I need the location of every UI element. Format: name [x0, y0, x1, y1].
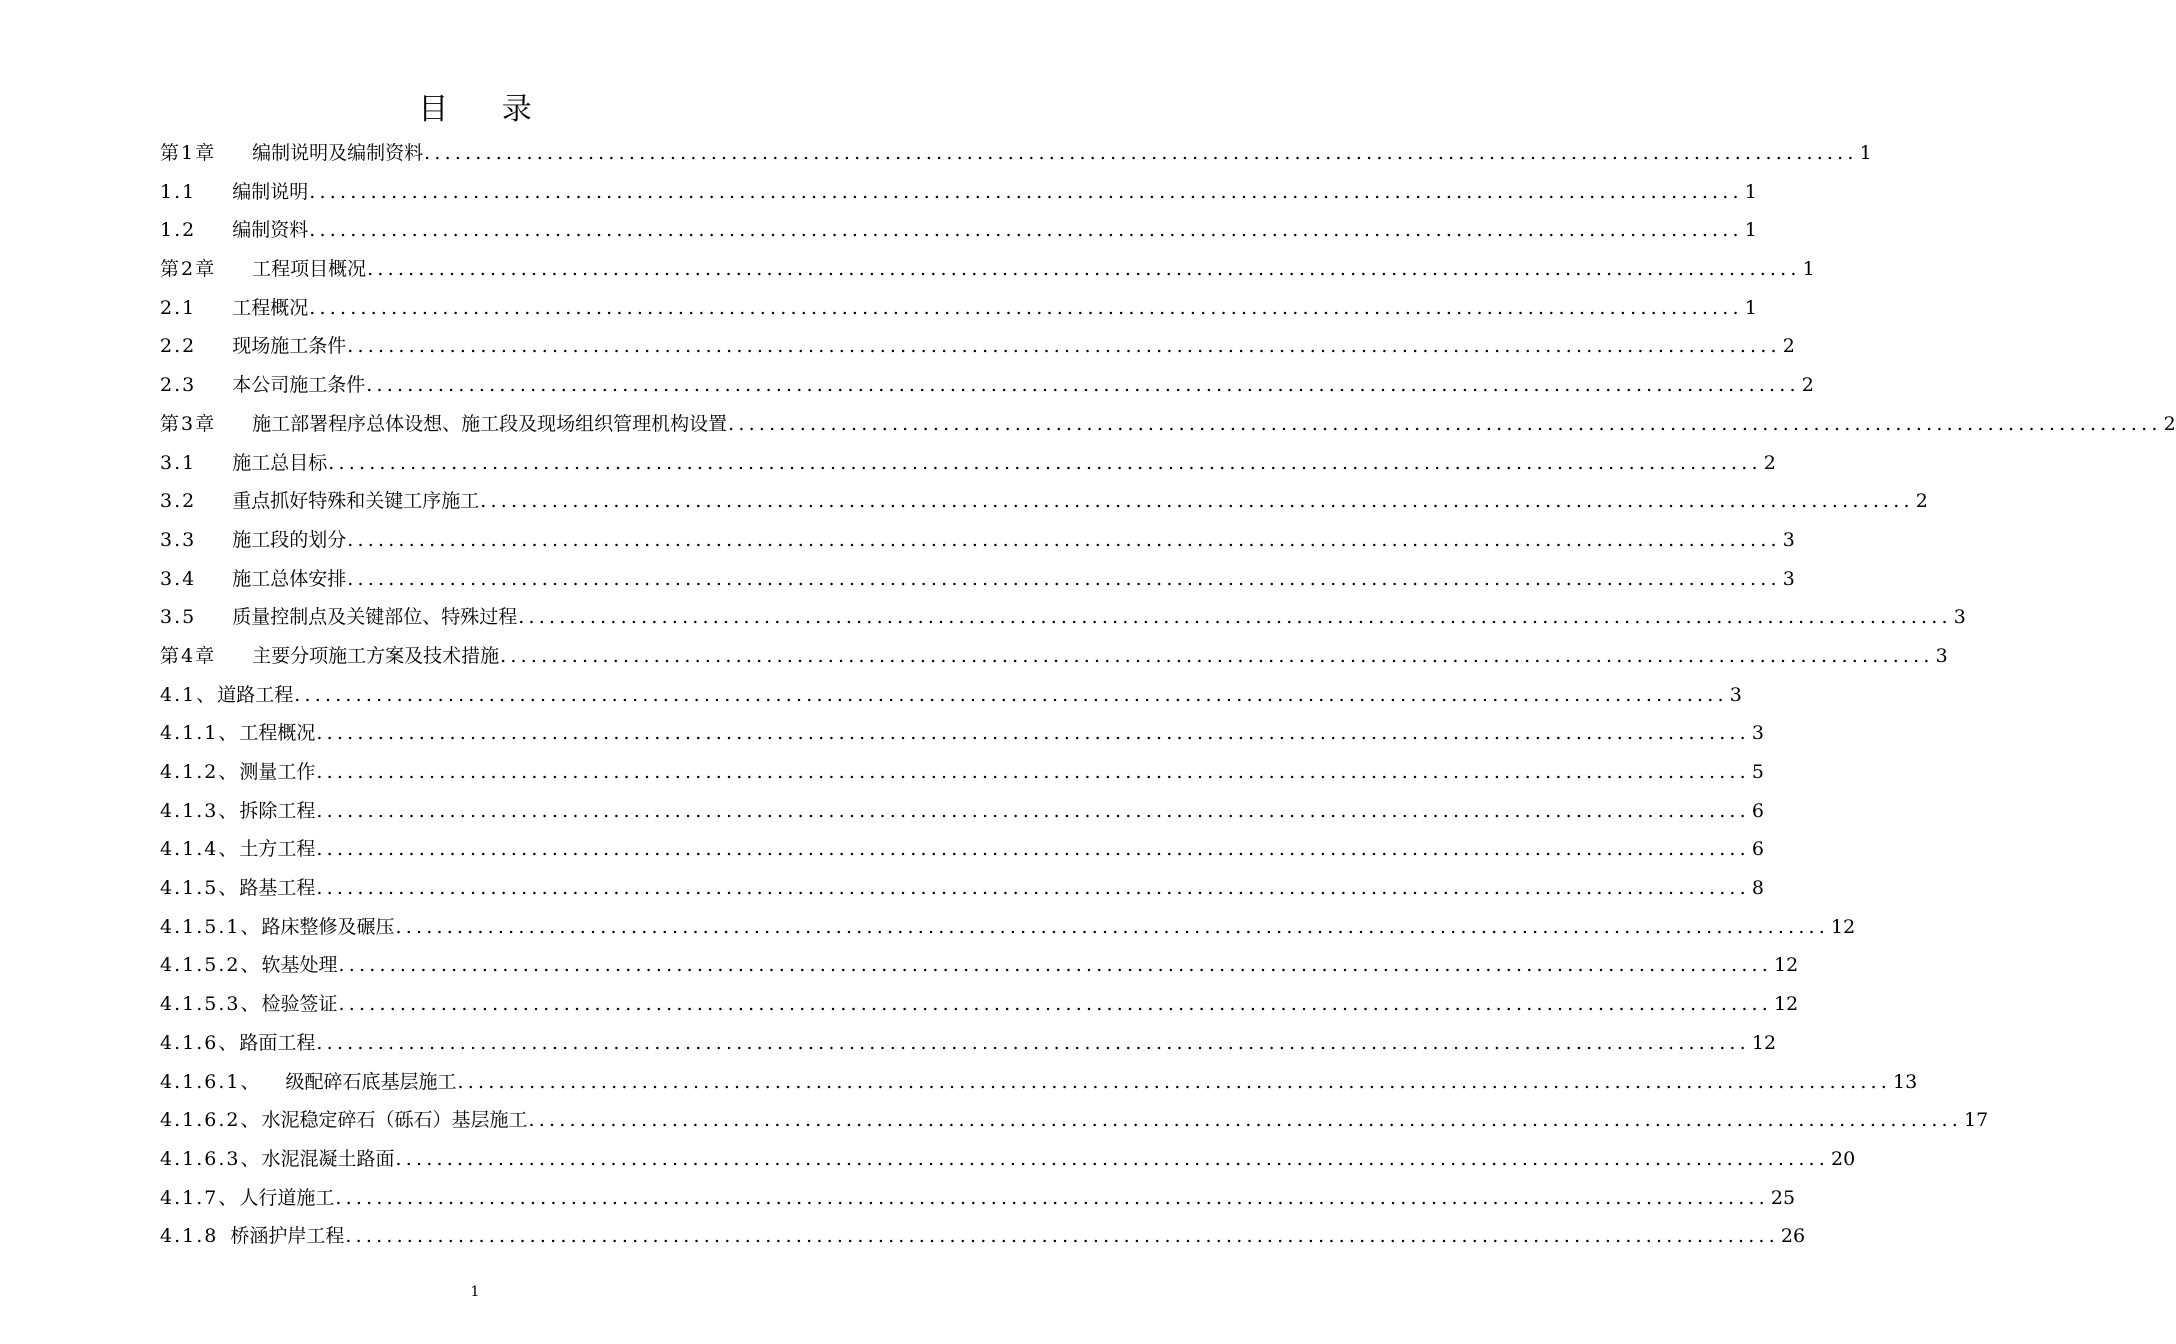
- toc-dot-leader: ............................................................................................................................................: [457, 1070, 1892, 1093]
- toc-entry-page: 3: [1729, 683, 1742, 706]
- toc-entry-page: 1: [1744, 219, 1757, 242]
- toc-entry-number: 4.1.7、: [160, 1186, 240, 1209]
- toc-entry-page: 3: [1782, 567, 1795, 590]
- toc-entry-text: 道路工程: [217, 683, 294, 706]
- toc-entry-page: 2: [2163, 412, 2176, 435]
- toc-entry-page: 2: [1801, 374, 1814, 397]
- toc-entry-number: 1.2: [160, 219, 197, 242]
- toc-entry-number: 第3章: [160, 412, 217, 435]
- toc-entry-text: 软基处理: [261, 954, 338, 977]
- toc-entry-text: 检验签证: [261, 993, 338, 1016]
- toc-entry-text: 现场施工条件: [232, 335, 347, 358]
- toc-dot-leader: ............................................................................................................................................: [367, 258, 1801, 281]
- toc-entry-number: 1.1: [160, 180, 197, 203]
- toc-entry-page: 20: [1831, 1147, 1856, 1170]
- toc-entry-page: 5: [1751, 761, 1765, 783]
- toc-dot-leader: ............................................................................................................................................: [316, 877, 1750, 900]
- toc-entry[interactable]: [160, 637, 1948, 676]
- toc-entry-number: 3.4: [160, 567, 197, 590]
- toc-entry-text: 拆除工程: [239, 799, 316, 822]
- toc-entry-page: 3: [1751, 722, 1765, 745]
- toc-entry[interactable]: [160, 869, 1765, 908]
- toc-entry[interactable]: [160, 676, 1742, 715]
- toc-entry-text: 编制说明及编制资料: [252, 142, 424, 164]
- toc-entry-text: 路床整修及碾压: [261, 915, 395, 938]
- toc-entry[interactable]: [160, 444, 1776, 483]
- toc-dot-leader: ............................................................................................................................................: [338, 993, 1773, 1016]
- toc-entry-page: 2: [1915, 490, 1928, 513]
- toc-entry-text: 水泥稳定碎石（砾石）基层施工: [261, 1109, 528, 1132]
- toc-entry[interactable]: [160, 366, 1814, 405]
- toc-entry-number: 3.5: [160, 606, 197, 629]
- toc-entry-text: 工程项目概况: [252, 258, 367, 281]
- toc-dot-leader: ............................................................................................................................................: [395, 1147, 1830, 1170]
- toc-title: 目 录: [418, 92, 554, 127]
- toc-entry-number: 3.3: [160, 528, 197, 551]
- toc-entry-text: 施工段的划分: [232, 528, 347, 551]
- toc-entry-number: 4.1.3、: [160, 799, 240, 822]
- toc-dot-leader: ............................................................................................................................................: [309, 296, 1743, 319]
- toc-entry[interactable]: [160, 134, 1872, 173]
- toc-entry-page: 1: [1744, 296, 1757, 319]
- toc-entry[interactable]: [160, 1063, 1918, 1102]
- toc-entry-number: 第4章: [160, 644, 217, 667]
- toc-entry-number: 4.1.1、: [160, 722, 240, 745]
- toc-entry-page: 6: [1751, 838, 1765, 861]
- toc-dot-leader: ............................................................................................................................................: [316, 761, 1750, 783]
- toc-entry-text: 工程概况: [239, 722, 316, 745]
- toc-entry-page: 1: [1744, 180, 1757, 203]
- toc-entry-page: 1: [1802, 258, 1815, 281]
- toc-entry-page: 13: [1893, 1070, 1918, 1093]
- toc-entry-text: 重点抓好特殊和关键工序施工: [232, 490, 480, 513]
- toc-entry[interactable]: [160, 753, 1765, 792]
- toc-entry[interactable]: [160, 714, 1765, 753]
- toc-entry-number: 4.1.5.3、: [160, 993, 262, 1016]
- toc-entry[interactable]: [160, 289, 1757, 328]
- toc-entry[interactable]: [160, 482, 1928, 521]
- toc-entry-number: 2.3: [160, 374, 197, 397]
- toc-entry-number: 第2章: [160, 258, 217, 281]
- toc-entry-page: 26: [1780, 1225, 1806, 1248]
- toc-dot-leader: ............................................................................................................................................: [316, 722, 1750, 745]
- toc-entry-page: 3: [1953, 606, 1966, 629]
- toc-entry[interactable]: [160, 1101, 1989, 1140]
- toc-entry-number: 4.1.6.3、: [160, 1147, 262, 1170]
- toc-entry-page: 12: [1751, 1031, 1777, 1054]
- toc-entry-text: 主要分项施工方案及技术措施: [252, 644, 500, 667]
- toc-entry-number: 第1章: [160, 142, 217, 164]
- toc-dot-leader: ............................................................................................................................................: [728, 412, 2162, 435]
- toc-entry-text: 土方工程: [239, 838, 316, 861]
- toc-entry[interactable]: [160, 1140, 1856, 1179]
- toc-entry-text: 人行道施工: [239, 1186, 335, 1209]
- toc-entry-text: 本公司施工条件: [232, 374, 366, 397]
- toc-entry-text: 施工总目标: [232, 451, 328, 474]
- toc-dot-leader: ............................................................................................................................................: [316, 799, 1750, 822]
- toc-dot-leader: ............................................................................................................................................: [395, 915, 1830, 938]
- toc-entry-number: 4.1.5、: [160, 877, 240, 900]
- toc-dot-leader: ............................................................................................................................................: [528, 1109, 1963, 1132]
- toc-entry-number: 4.1.2、: [160, 761, 240, 783]
- toc-entry-text: 桥涵护岸工程: [230, 1225, 345, 1248]
- toc-list: [160, 134, 2176, 1256]
- toc-entry[interactable]: [160, 946, 1799, 985]
- toc-entry-page: 3: [1782, 528, 1795, 551]
- toc-entry-page: 8: [1751, 877, 1765, 900]
- toc-entry-page: 3: [1935, 644, 1948, 667]
- toc-entry-number: 4.1.6.2、: [160, 1109, 262, 1132]
- toc-entry-text: 编制资料: [232, 219, 309, 242]
- toc-dot-leader: ............................................................................................................................................: [294, 683, 1728, 706]
- toc-entry-text: 水泥混凝土路面: [261, 1147, 395, 1170]
- toc-entry[interactable]: [160, 908, 1856, 947]
- toc-entry-page: 2: [1782, 335, 1795, 358]
- toc-entry-page: 2: [1763, 451, 1776, 474]
- toc-dot-leader: ............................................................................................................................................: [316, 838, 1750, 861]
- toc-entry-number: 4.1.5.2、: [160, 954, 262, 977]
- toc-entry[interactable]: [160, 598, 1966, 637]
- toc-entry-number: 4.1.4、: [160, 838, 240, 861]
- toc-entry[interactable]: [160, 792, 1765, 831]
- toc-entry[interactable]: [160, 521, 1795, 560]
- toc-entry-text: 工程概况: [232, 296, 309, 319]
- toc-entry[interactable]: [160, 985, 1799, 1024]
- toc-dot-leader: ............................................................................................................................................: [335, 1186, 1769, 1209]
- toc-entry[interactable]: [160, 1024, 1777, 1063]
- toc-entry-text: 路基工程: [239, 877, 316, 900]
- toc-entry-number: 4.1、: [160, 683, 218, 706]
- toc-entry[interactable]: [160, 1179, 1796, 1218]
- toc-entry-text: 级配碎石底基层施工: [285, 1070, 457, 1093]
- toc-entry[interactable]: [160, 1217, 1806, 1256]
- toc-dot-leader: ............................................................................................................................................: [345, 1225, 1779, 1248]
- toc-dot-leader: ............................................................................................................................................: [518, 606, 1952, 629]
- toc-entry-page: 17: [1964, 1109, 1989, 1132]
- toc-entry-text: 施工总体安排: [232, 567, 347, 590]
- toc-entry-page: 12: [1774, 993, 1799, 1016]
- toc-entry[interactable]: [160, 830, 1765, 869]
- toc-entry-number: 4.1.5.1、: [160, 915, 262, 938]
- toc-entry-text: 路面工程: [239, 1031, 316, 1054]
- toc-dot-leader: ............................................................................................................................................: [309, 180, 1743, 203]
- toc-dot-leader: ............................................................................................................................................: [316, 1031, 1750, 1054]
- toc-dot-leader: ............................................................................................................................................: [366, 374, 1800, 397]
- toc-entry-page: 12: [1774, 954, 1799, 977]
- toc-dot-leader: ............................................................................................................................................: [347, 528, 1781, 551]
- toc-entry[interactable]: [160, 560, 1795, 599]
- toc-entry-number: 4.1.6、: [160, 1031, 240, 1054]
- toc-entry-number: 3.2: [160, 490, 197, 513]
- toc-entry[interactable]: [160, 173, 1757, 212]
- toc-dot-leader: ............................................................................................................................................: [500, 644, 1934, 667]
- toc-dot-leader: ............................................................................................................................................: [347, 567, 1781, 590]
- toc-entry-text: 质量控制点及关键部位、特殊过程: [232, 606, 518, 629]
- toc-dot-leader: ............................................................................................................................................: [347, 335, 1781, 358]
- toc-dot-leader: ............................................................................................................................................: [480, 490, 1914, 513]
- toc-entry-number: 4.1.6.1、: [160, 1070, 262, 1093]
- toc-entry[interactable]: [160, 327, 1795, 366]
- toc-entry-number: 2.1: [160, 296, 197, 319]
- toc-entry-number: 3.1: [160, 451, 197, 474]
- toc-entry-page: 25: [1770, 1186, 1796, 1209]
- toc-dot-leader: ............................................................................................................................................: [328, 451, 1762, 474]
- toc-entry-text: 施工部署程序总体设想、施工段及现场组织管理机构设置: [252, 412, 728, 435]
- toc-entry[interactable]: [160, 211, 1757, 250]
- toc-entry[interactable]: [160, 250, 1815, 289]
- toc-entry[interactable]: [160, 405, 2176, 444]
- toc-dot-leader: ............................................................................................................................................: [338, 954, 1773, 977]
- toc-entry-number: 4.1.8: [160, 1225, 219, 1248]
- toc-entry-page: 12: [1831, 915, 1856, 938]
- toc-entry-page: 1: [1859, 142, 1872, 164]
- toc-dot-leader: ............................................................................................................................................: [424, 142, 1858, 164]
- toc-entry-page: 6: [1751, 799, 1765, 822]
- toc-entry-text: 测量工作: [239, 761, 316, 783]
- toc-dot-leader: ............................................................................................................................................: [309, 219, 1743, 242]
- toc-entry-number: 2.2: [160, 335, 197, 358]
- page-number: 1: [470, 1284, 480, 1300]
- toc-entry-text: 编制说明: [232, 180, 309, 203]
